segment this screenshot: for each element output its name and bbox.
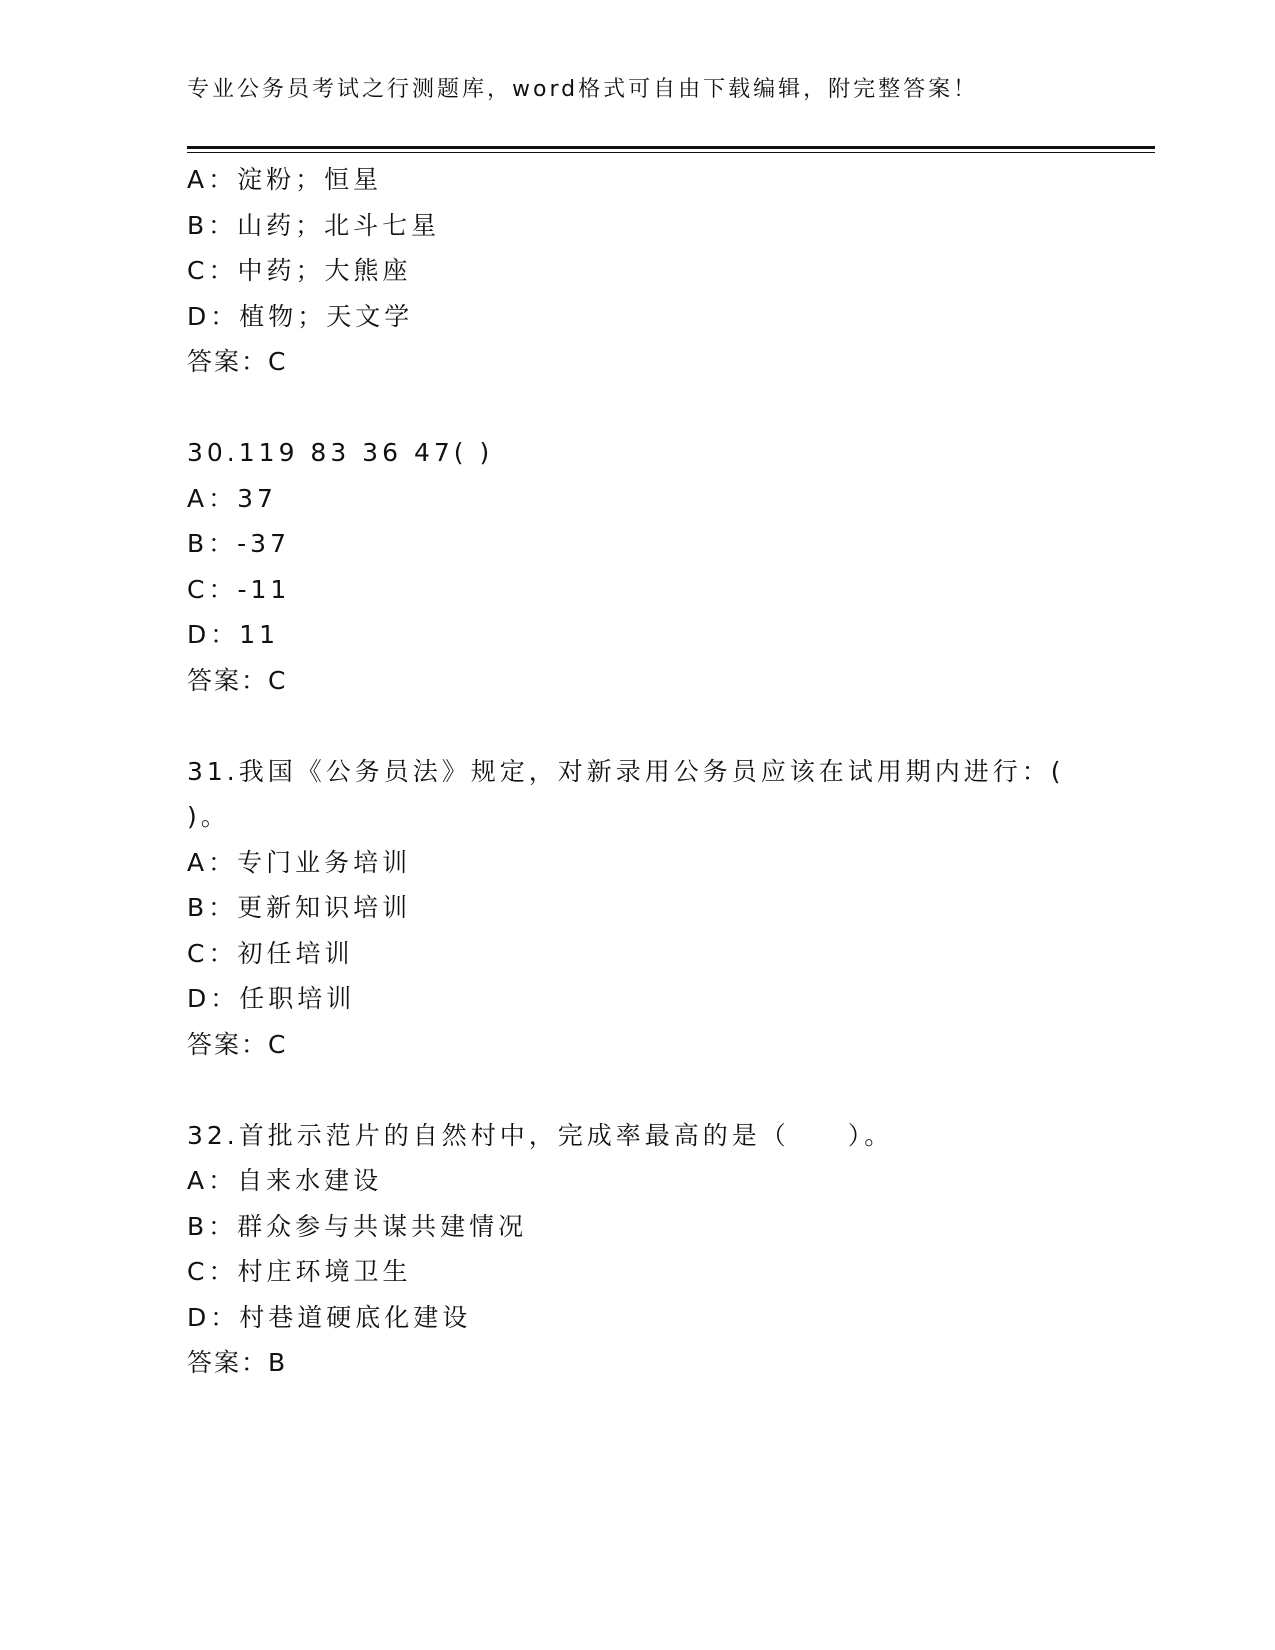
answer-line: 答案：C — [187, 1029, 288, 1059]
option-b: B：-37 — [187, 529, 290, 558]
question-29 — [187, 157, 1087, 385]
option-a: A：专门业务培训 — [187, 847, 412, 877]
question-stem-line-1: 31.我国《公务员法》规定，对新录用公务员应该在试用期内进行：( — [187, 756, 1065, 786]
option-d: D：11 — [187, 620, 280, 649]
option-d: D：村巷道硬底化建设 — [187, 1302, 472, 1332]
option-b: B：山药；北斗七星 — [187, 210, 441, 240]
option-a: A：淀粉；恒星 — [187, 165, 383, 194]
question-stem-line-2: )。 — [187, 802, 230, 831]
answer-line: 答案：B — [187, 1348, 288, 1377]
question-stem: 32.首批示范片的自然村中，完成率最高的是（ ）。 — [187, 1120, 894, 1150]
option-d: D：任职培训 — [187, 984, 356, 1013]
header-rule-thick — [187, 146, 1155, 149]
option-d: D：植物；天文学 — [187, 301, 414, 331]
spacer — [187, 385, 1087, 431]
option-a: A：37 — [187, 483, 277, 513]
option-c: C：-11 — [187, 574, 291, 604]
page-header: 专业公务员考试之行测题库，word格式可自由下载编辑，附完整答案！ — [187, 77, 979, 102]
question-32 — [187, 1113, 1087, 1386]
option-c: C：中药；大熊座 — [187, 256, 412, 285]
option-b: B：群众参与共谋共建情况 — [187, 1211, 528, 1241]
answer-line: 答案：C — [187, 665, 288, 695]
option-c: C：村庄环境卫生 — [187, 1257, 412, 1286]
question-stem: 30.119 83 36 47( ) — [187, 438, 494, 467]
answer-line: 答案：C — [187, 347, 288, 376]
document-body — [187, 157, 1087, 1386]
option-c: C：初任培训 — [187, 938, 354, 968]
question-31 — [187, 749, 1087, 1068]
option-a: A：自来水建设 — [187, 1166, 383, 1195]
question-30 — [187, 430, 1087, 703]
option-b: B：更新知识培训 — [187, 893, 412, 922]
spacer — [187, 703, 1087, 749]
header-rule-thin — [187, 152, 1155, 153]
spacer — [187, 1067, 1087, 1113]
